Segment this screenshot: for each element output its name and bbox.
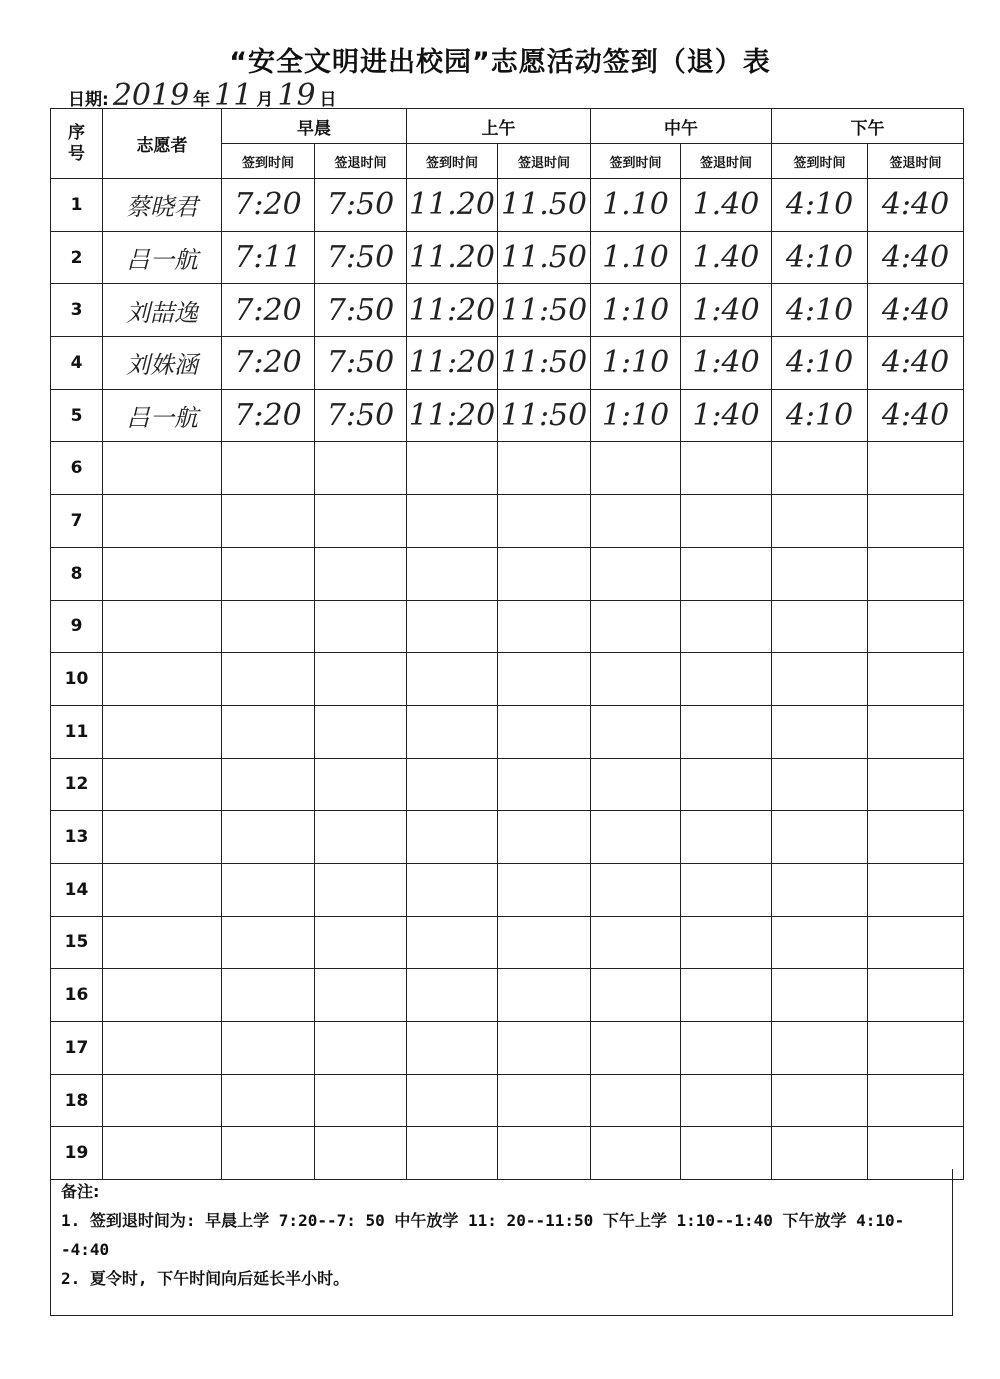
- morning-checkin-cell: [222, 863, 315, 916]
- forenoon-checkin-cell: [407, 653, 498, 706]
- afternoon-checkout-cell: [868, 1074, 964, 1127]
- forenoon-checkin-cell: [407, 179, 498, 232]
- header-checkout: 签退时间: [681, 144, 772, 179]
- volunteer-name-cell: [103, 442, 222, 495]
- row-number: 3: [51, 284, 103, 337]
- header-period-morning: 早晨: [222, 109, 407, 144]
- noon-checkin-time: 1.10: [602, 187, 669, 223]
- forenoon-checkout-cell: [498, 1022, 591, 1075]
- row-number: 18: [51, 1074, 103, 1127]
- noon-checkout-time: 1:40: [692, 345, 760, 381]
- afternoon-checkin-cell: [772, 916, 868, 969]
- date-year: 2019: [112, 78, 190, 113]
- afternoon-checkout-cell: [868, 179, 964, 232]
- afternoon-checkin-cell: [772, 811, 868, 864]
- afternoon-checkin-cell: [772, 495, 868, 548]
- forenoon-checkin-cell: [407, 389, 498, 442]
- table-row: [51, 231, 964, 284]
- row-number: 12: [51, 758, 103, 811]
- morning-checkin-cell: [222, 916, 315, 969]
- forenoon-checkin-cell: [407, 231, 498, 284]
- forenoon-checkout-cell: [498, 179, 591, 232]
- volunteer-name-cell: [103, 600, 222, 653]
- table-row: [51, 863, 964, 916]
- forenoon-checkin-cell: [407, 337, 498, 390]
- morning-checkin-cell: [222, 495, 315, 548]
- afternoon-checkin-time: 4:10: [785, 187, 854, 223]
- volunteer-name: 刘喆逸: [126, 298, 198, 327]
- volunteer-name: 吕一航: [126, 404, 198, 433]
- noon-checkin-time: 1:10: [601, 292, 670, 328]
- afternoon-checkin-cell: [772, 179, 868, 232]
- noon-checkin-cell: [591, 705, 681, 758]
- volunteer-name-cell: [103, 179, 222, 232]
- afternoon-checkout-cell: [868, 863, 964, 916]
- volunteer-name-cell: [103, 284, 222, 337]
- table-row: [51, 179, 964, 232]
- morning-checkout-cell: [315, 389, 407, 442]
- morning-checkout-cell: [315, 284, 407, 337]
- noon-checkin-cell: [591, 231, 681, 284]
- volunteer-name-cell: [103, 1022, 222, 1075]
- notes-box: [50, 1169, 953, 1316]
- forenoon-checkout-cell: [498, 442, 591, 495]
- noon-checkin-cell: [591, 179, 681, 232]
- forenoon-checkout-cell: [498, 653, 591, 706]
- afternoon-checkin-cell: [772, 1022, 868, 1075]
- table-row: [51, 758, 964, 811]
- forenoon-checkout-cell: [498, 284, 591, 337]
- noon-checkin-cell: [591, 284, 681, 337]
- volunteer-name-cell: [103, 337, 222, 390]
- afternoon-checkout-time: 4:40: [881, 398, 950, 434]
- table-row: [51, 969, 964, 1022]
- morning-checkout-cell: [315, 1074, 407, 1127]
- forenoon-checkin-time: 11:20: [408, 292, 496, 328]
- afternoon-checkout-time: 4:40: [881, 187, 950, 223]
- morning-checkout-cell: [315, 442, 407, 495]
- notes-line-1: 1. 签到退时间为: 早晨上学 7:20--7: 50 中午放学 11: 20--11:50 下午上学 1:10--1:40 下午放学 4:10--4:40: [61, 1211, 905, 1259]
- notes-line-2: 2. 夏令时, 下午时间向后延长半小时。: [61, 1269, 350, 1288]
- morning-checkin-cell: [222, 231, 315, 284]
- table-row: [51, 1074, 964, 1127]
- morning-checkin-cell: [222, 811, 315, 864]
- volunteer-name-cell: [103, 547, 222, 600]
- afternoon-checkin-cell: [772, 600, 868, 653]
- morning-checkout-time: 7:50: [326, 345, 395, 381]
- forenoon-checkout-cell: [498, 916, 591, 969]
- header-checkin: 签到时间: [222, 144, 315, 179]
- noon-checkout-cell: [681, 389, 772, 442]
- morning-checkin-cell: [222, 653, 315, 706]
- row-number: 2: [51, 231, 103, 284]
- morning-checkin-time: 7:20: [234, 187, 302, 223]
- header-seq-label: 序号: [68, 122, 85, 164]
- afternoon-checkout-cell: [868, 442, 964, 495]
- morning-checkout-cell: [315, 969, 407, 1022]
- forenoon-checkout-cell: [498, 811, 591, 864]
- afternoon-checkout-time: 4:40: [881, 240, 950, 276]
- morning-checkin-cell: [222, 1074, 315, 1127]
- date-label: 日期:: [68, 90, 109, 110]
- afternoon-checkin-cell: [772, 442, 868, 495]
- forenoon-checkin-cell: [407, 705, 498, 758]
- noon-checkout-time: 1.40: [692, 187, 760, 223]
- morning-checkout-cell: [315, 179, 407, 232]
- row-number: 10: [51, 653, 103, 706]
- table-row: [51, 495, 964, 548]
- header-checkin: 签到时间: [407, 144, 498, 179]
- row-number: 7: [51, 495, 103, 548]
- noon-checkout-cell: [681, 495, 772, 548]
- forenoon-checkout-cell: [498, 600, 591, 653]
- morning-checkout-time: 7:50: [326, 292, 395, 328]
- noon-checkin-cell: [591, 1022, 681, 1075]
- forenoon-checkin-cell: [407, 758, 498, 811]
- forenoon-checkin-cell: [407, 863, 498, 916]
- noon-checkout-cell: [681, 758, 772, 811]
- forenoon-checkout-cell: [498, 969, 591, 1022]
- morning-checkout-cell: [315, 1022, 407, 1075]
- row-number: 19: [51, 1127, 103, 1180]
- forenoon-checkin-cell: [407, 284, 498, 337]
- afternoon-checkin-cell: [772, 1074, 868, 1127]
- row-number: 5: [51, 389, 103, 442]
- forenoon-checkout-time: 11.50: [501, 187, 587, 223]
- morning-checkin-cell: [222, 179, 315, 232]
- morning-checkout-cell: [315, 705, 407, 758]
- morning-checkin-time: 7:20: [234, 345, 302, 381]
- table-row: [51, 811, 964, 864]
- afternoon-checkin-cell: [772, 231, 868, 284]
- header-checkin: 签到时间: [591, 144, 681, 179]
- forenoon-checkin-cell: [407, 547, 498, 600]
- table-row: [51, 547, 964, 600]
- header-period-afternoon: 下午: [772, 109, 964, 144]
- noon-checkin-cell: [591, 863, 681, 916]
- morning-checkin-cell: [222, 442, 315, 495]
- forenoon-checkin-cell: [407, 969, 498, 1022]
- noon-checkout-time: 1:40: [692, 398, 760, 434]
- header-period-forenoon: 上午: [407, 109, 591, 144]
- table-row: [51, 653, 964, 706]
- noon-checkout-cell: [681, 863, 772, 916]
- row-number: 1: [51, 179, 103, 232]
- afternoon-checkout-cell: [868, 705, 964, 758]
- afternoon-checkin-cell: [772, 705, 868, 758]
- noon-checkin-cell: [591, 758, 681, 811]
- afternoon-checkin-time: 4:10: [785, 398, 854, 434]
- date-day-unit: 日: [319, 90, 337, 110]
- noon-checkout-time: 1:40: [692, 292, 760, 328]
- volunteer-name-cell: [103, 705, 222, 758]
- afternoon-checkout-time: 4:40: [881, 292, 950, 328]
- morning-checkout-cell: [315, 600, 407, 653]
- afternoon-checkout-cell: [868, 600, 964, 653]
- row-number: 4: [51, 337, 103, 390]
- noon-checkin-cell: [591, 442, 681, 495]
- afternoon-checkout-cell: [868, 547, 964, 600]
- forenoon-checkout-cell: [498, 389, 591, 442]
- noon-checkout-cell: [681, 969, 772, 1022]
- table-row: [51, 600, 964, 653]
- afternoon-checkout-cell: [868, 231, 964, 284]
- table-row: [51, 389, 964, 442]
- table-row: [51, 1022, 964, 1075]
- noon-checkin-cell: [591, 969, 681, 1022]
- date-line: [68, 75, 337, 111]
- date-month: 11: [214, 78, 253, 113]
- volunteer-name-cell: [103, 811, 222, 864]
- row-number: 17: [51, 1022, 103, 1075]
- date-month-unit: 月: [256, 90, 274, 110]
- noon-checkout-time: 1.40: [692, 240, 760, 276]
- noon-checkout-cell: [681, 811, 772, 864]
- noon-checkout-cell: [681, 179, 772, 232]
- morning-checkin-time: 7:20: [234, 398, 302, 434]
- morning-checkin-cell: [222, 284, 315, 337]
- volunteer-name-cell: [103, 653, 222, 706]
- afternoon-checkout-cell: [868, 1022, 964, 1075]
- row-number: 6: [51, 442, 103, 495]
- row-number: 15: [51, 916, 103, 969]
- volunteer-name-cell: [103, 916, 222, 969]
- header-period-noon: 中午: [591, 109, 772, 144]
- morning-checkin-cell: [222, 389, 315, 442]
- page-title: “安全文明进出校园”志愿活动签到（退）表: [229, 47, 771, 78]
- afternoon-checkout-cell: [868, 653, 964, 706]
- afternoon-checkin-time: 4:10: [785, 240, 854, 276]
- morning-checkout-cell: [315, 653, 407, 706]
- afternoon-checkout-cell: [868, 389, 964, 442]
- forenoon-checkin-time: 11:20: [408, 398, 496, 434]
- morning-checkin-cell: [222, 337, 315, 390]
- row-number: 8: [51, 547, 103, 600]
- morning-checkout-time: 7:50: [326, 240, 395, 276]
- forenoon-checkin-cell: [407, 495, 498, 548]
- noon-checkin-cell: [591, 916, 681, 969]
- afternoon-checkout-cell: [868, 969, 964, 1022]
- volunteer-name-cell: [103, 863, 222, 916]
- morning-checkin-cell: [222, 1022, 315, 1075]
- table-row: [51, 284, 964, 337]
- afternoon-checkin-time: 4:10: [785, 292, 854, 328]
- afternoon-checkout-cell: [868, 337, 964, 390]
- afternoon-checkin-cell: [772, 653, 868, 706]
- forenoon-checkin-cell: [407, 916, 498, 969]
- morning-checkin-cell: [222, 758, 315, 811]
- volunteer-name-cell: [103, 758, 222, 811]
- morning-checkin-time: 7:20: [234, 292, 302, 328]
- afternoon-checkout-time: 4:40: [881, 345, 950, 381]
- header-checkout: 签退时间: [315, 144, 407, 179]
- noon-checkin-cell: [591, 337, 681, 390]
- noon-checkin-cell: [591, 600, 681, 653]
- morning-checkin-cell: [222, 969, 315, 1022]
- morning-checkin-cell: [222, 547, 315, 600]
- noon-checkout-cell: [681, 916, 772, 969]
- afternoon-checkout-cell: [868, 495, 964, 548]
- noon-checkin-cell: [591, 811, 681, 864]
- forenoon-checkin-time: 11:20: [408, 345, 496, 381]
- afternoon-checkin-cell: [772, 863, 868, 916]
- noon-checkin-cell: [591, 495, 681, 548]
- noon-checkout-cell: [681, 600, 772, 653]
- date-year-unit: 年: [193, 90, 211, 110]
- noon-checkout-cell: [681, 653, 772, 706]
- morning-checkout-cell: [315, 337, 407, 390]
- row-number: 11: [51, 705, 103, 758]
- morning-checkout-cell: [315, 758, 407, 811]
- row-number: 14: [51, 863, 103, 916]
- afternoon-checkout-cell: [868, 916, 964, 969]
- noon-checkin-time: 1:10: [601, 345, 670, 381]
- noon-checkout-cell: [681, 284, 772, 337]
- morning-checkin-cell: [222, 600, 315, 653]
- forenoon-checkout-time: 11:50: [500, 398, 588, 434]
- morning-checkout-cell: [315, 495, 407, 548]
- afternoon-checkout-cell: [868, 284, 964, 337]
- morning-checkout-cell: [315, 811, 407, 864]
- header-seq: [51, 109, 103, 179]
- volunteer-name-cell: [103, 231, 222, 284]
- forenoon-checkin-cell: [407, 1074, 498, 1127]
- morning-checkout-cell: [315, 231, 407, 284]
- volunteer-name-cell: [103, 495, 222, 548]
- afternoon-checkin-cell: [772, 969, 868, 1022]
- morning-checkout-cell: [315, 863, 407, 916]
- noon-checkout-cell: [681, 442, 772, 495]
- afternoon-checkout-cell: [868, 758, 964, 811]
- forenoon-checkout-cell: [498, 547, 591, 600]
- header-checkout: 签退时间: [498, 144, 591, 179]
- forenoon-checkout-cell: [498, 705, 591, 758]
- forenoon-checkout-time: 11:50: [500, 292, 588, 328]
- noon-checkin-time: 1.10: [602, 240, 669, 276]
- volunteer-name: 刘姝涵: [126, 351, 198, 380]
- morning-checkout-time: 7:50: [326, 398, 395, 434]
- header-checkin: 签到时间: [772, 144, 868, 179]
- afternoon-checkin-time: 4:10: [785, 345, 854, 381]
- forenoon-checkin-time: 11.20: [409, 240, 495, 276]
- afternoon-checkout-cell: [868, 811, 964, 864]
- header-checkout: 签退时间: [868, 144, 964, 179]
- afternoon-checkin-cell: [772, 758, 868, 811]
- forenoon-checkin-cell: [407, 811, 498, 864]
- morning-checkout-cell: [315, 916, 407, 969]
- morning-checkout-time: 7:50: [326, 187, 395, 223]
- morning-checkout-cell: [315, 547, 407, 600]
- forenoon-checkout-time: 11.50: [501, 240, 587, 276]
- forenoon-checkout-cell: [498, 758, 591, 811]
- morning-checkin-time: 7:11: [234, 240, 302, 276]
- forenoon-checkin-cell: [407, 1022, 498, 1075]
- row-number: 13: [51, 811, 103, 864]
- table-row: [51, 916, 964, 969]
- date-day: 19: [277, 78, 316, 113]
- forenoon-checkout-cell: [498, 231, 591, 284]
- noon-checkin-cell: [591, 1074, 681, 1127]
- table-row: [51, 442, 964, 495]
- signin-table: [50, 108, 964, 1180]
- forenoon-checkin-cell: [407, 442, 498, 495]
- afternoon-checkin-cell: [772, 337, 868, 390]
- volunteer-name-cell: [103, 969, 222, 1022]
- noon-checkout-cell: [681, 1022, 772, 1075]
- afternoon-checkin-cell: [772, 547, 868, 600]
- forenoon-checkout-cell: [498, 863, 591, 916]
- row-number: 9: [51, 600, 103, 653]
- forenoon-checkin-time: 11.20: [409, 187, 495, 223]
- forenoon-checkout-time: 11:50: [500, 345, 588, 381]
- forenoon-checkout-cell: [498, 495, 591, 548]
- notes-label: 备注:: [61, 1182, 100, 1201]
- noon-checkout-cell: [681, 705, 772, 758]
- noon-checkout-cell: [681, 231, 772, 284]
- afternoon-checkin-cell: [772, 389, 868, 442]
- noon-checkin-time: 1:10: [601, 398, 670, 434]
- afternoon-checkin-cell: [772, 284, 868, 337]
- noon-checkin-cell: [591, 547, 681, 600]
- volunteer-name-cell: [103, 1074, 222, 1127]
- noon-checkout-cell: [681, 337, 772, 390]
- morning-checkin-cell: [222, 705, 315, 758]
- forenoon-checkin-cell: [407, 600, 498, 653]
- volunteer-name: 蔡晓君: [126, 193, 198, 222]
- noon-checkin-cell: [591, 389, 681, 442]
- volunteer-name-cell: [103, 389, 222, 442]
- table-row: [51, 337, 964, 390]
- forenoon-checkout-cell: [498, 337, 591, 390]
- row-number: 16: [51, 969, 103, 1022]
- noon-checkout-cell: [681, 1074, 772, 1127]
- noon-checkin-cell: [591, 653, 681, 706]
- table-row: [51, 705, 964, 758]
- forenoon-checkout-cell: [498, 1074, 591, 1127]
- noon-checkout-cell: [681, 547, 772, 600]
- volunteer-name: 吕一航: [126, 246, 198, 275]
- header-volunteer: 志愿者: [103, 109, 222, 179]
